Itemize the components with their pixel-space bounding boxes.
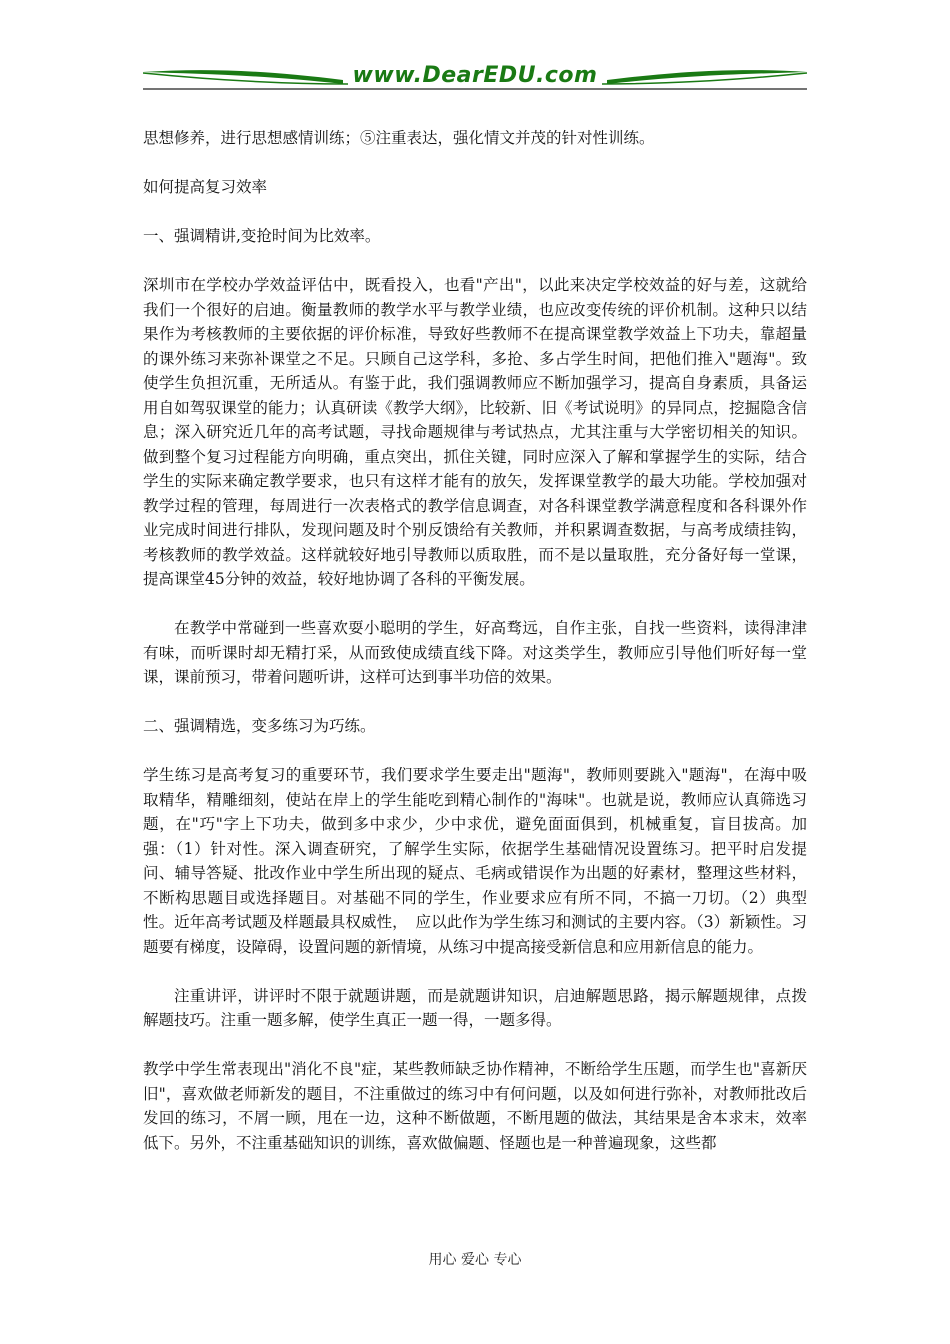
document-body	[143, 126, 807, 1180]
paragraph-3: 在教学中常碰到一些喜欢耍小聪明的学生，好高骛远，自作主张，自找一些资料，读得津津有味，而听课时却无精打采，从而致使成绩直线下降。对这类学生，教师应引导他们听好每一堂课，课前预习，带着问题听讲，这样可达到事半功倍的效果。	[143, 619, 807, 686]
subheading-2: 二、强调精选，变多练习为巧练。	[143, 717, 376, 735]
subheading-1: 一、强调精讲,变抢时间为比效率。	[143, 227, 381, 245]
site-logo-text: www.DearEDU.com	[352, 63, 598, 88]
paragraph-1: 思想修养，进行思想感情训练；⑤注重表达，强化情文并茂的针对性训练。	[143, 129, 655, 147]
paragraph-5: 注重讲评，讲评时不限于就题讲题，而是就题讲知识，启迪解题思路，揭示解题规律，点拨解题技巧。注重一题多解，使学生真正一题一得，一题多得。	[143, 986, 807, 1029]
section-heading: 如何提高复习效率	[143, 178, 268, 196]
header-banner	[143, 58, 807, 98]
page-footer: 用心 爱心 专心	[428, 1252, 522, 1268]
paragraph-4: 学生练习是高考复习的重要环节，我们要求学生要走出"题海"，教师则要跳入"题海"，在海中吸取精华，精雕细刻，使站在岸上的学生能吃到精心制作的"海味"。也就是说，教师应认真筛选习题，在"巧"字上下功夫，做到多中求少，少中求优，避免面面俱到，机械重复，盲目拔高。加强：（1）针对性。深入调查研究，了解学生实际，依据学生基础情况设置练习。把平时启发提问、辅导答疑、批改作业中学生所出现的疑点、毛病或错误作为出题的好素材，整理这些材料，不断构思题目或选择题目。对基础不同的学生，作业要求应有所不同，不搞一刀切。（2）典型性。近年高考试题及样题最具权威性， 应以此作为学生练习和测试的主要内容。（3）新颖性。习题要有梯度，设障碍，设置问题的新情境，从练习中提高接受新信息和应用新信息的能力。	[143, 766, 807, 956]
paragraph-2: 深圳市在学校办学效益评估中，既看投入，也看"产出"，以此来决定学校效益的好与差，这就给我们一个很好的启迪。衡量教师的教学水平与教学业绩，也应改变传统的评价机制。这种只以结果作为考核教师的主要依据的评价标准，导致好些教师不在提高课堂教学效益上下功夫，靠超量的课外练习来弥补课堂之不足。只顾自己这学科，多抢、多占学生时间，把他们推入"题海"。致使学生负担沉重，无所适从。有鉴于此，我们强调教师应不断加强学习，提高自身素质，具备运用自如驾驭课堂的能力；认真研读《教学大纲》，比较新、旧《考试说明》的异同点，挖掘隐含信息；深入研究近几年的高考试题，寻找命题规律与考试热点，尤其注重与大学密切相关的知识。做到整个复习过程能方向明确，重点突出，抓住关键，同时应深入了解和掌握学生的实际，结合学生的实际来确定教学要求，也只有这样才能有的放矢，发挥课堂教学的最大功能。学校加强对教学过程的管理，每周进行一次表格式的教学信息调查，对各科课堂教学满意程度和各科课外作业完成时间进行排队，发现问题及时个别反馈给有关教师，并积累调查数据，与高考成绩挂钩，考核教师的教学效益。这样就较好地引导教师以质取胜，而不是以量取胜，充分备好每一堂课，提高课堂45分钟的效益，较好地协调了各科的平衡发展。	[143, 276, 807, 588]
paragraph-6: 教学中学生常表现出"消化不良"症，某些教师缺乏协作精神，不断给学生压题，而学生也"喜新厌旧"，喜欢做老师新发的题目，不注重做过的练习中有何问题，以及如何进行弥补，对教师批改后发回的练习，不屑一顾，甩在一边，这种不断做题，不断甩题的做法，其结果是舍本求末，效率低下。另外，不注重基础知识的训练，喜欢做偏题、怪题也是一种普遍现象，这些都	[143, 1060, 807, 1152]
